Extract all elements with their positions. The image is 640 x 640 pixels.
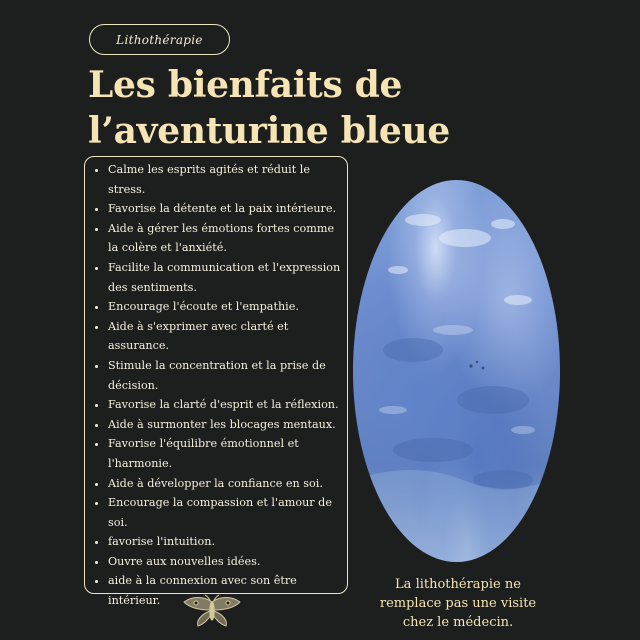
stone-texture [353,180,560,562]
benefit-item: • aide à la connexion avec son être intérieur. [108,571,346,610]
benefit-item: • Ouvre aux nouvelles idées. [108,552,346,572]
benefit-item: • Favorise la détente et la paix intérieure. [108,199,346,219]
moth-ornament-icon [180,594,244,630]
benefit-item: • Favorise l'équilibre émotionnel et l'harmonie. [108,434,346,473]
benefit-item: • favorise l'intuition. [108,532,346,552]
benefit-item: • Aide à gérer les émotions fortes comme la colère et l'anxiété. [108,219,346,258]
benefit-item: • Aide à surmonter les blocages mentaux. [108,415,346,435]
benefit-item: • Aide à s'exprimer avec clarté et assurance. [108,317,346,356]
disclaimer-text: La lithothérapie ne remplace pas une visite chez le médecin. [379,577,537,630]
benefits-list [84,160,346,611]
benefit-item: • Stimule la concentration et la prise de décision. [108,356,346,395]
benefit-item: • Calme les esprits agités et réduit le stress. [108,160,346,199]
title-line-1: Les bienfaits de [88,64,403,106]
benefit-item: • Facilite la communication et l'expression des sentiments. [108,258,346,297]
category-tag: Lithothérapie [89,24,230,55]
benefit-item: • Aide à développer la confiance en soi. [108,474,346,494]
page-title [88,62,568,154]
benefit-item: • Encourage la compassion et l'amour de soi. [108,493,346,532]
benefit-item: • Favorise la clarté d'esprit et la réflexion. [108,395,346,415]
title-line-2: l’aventurine bleue [88,110,451,152]
benefit-item: • Encourage l'écoute et l'empathie. [108,297,346,317]
blue-aventurine-stone-image [353,180,560,562]
